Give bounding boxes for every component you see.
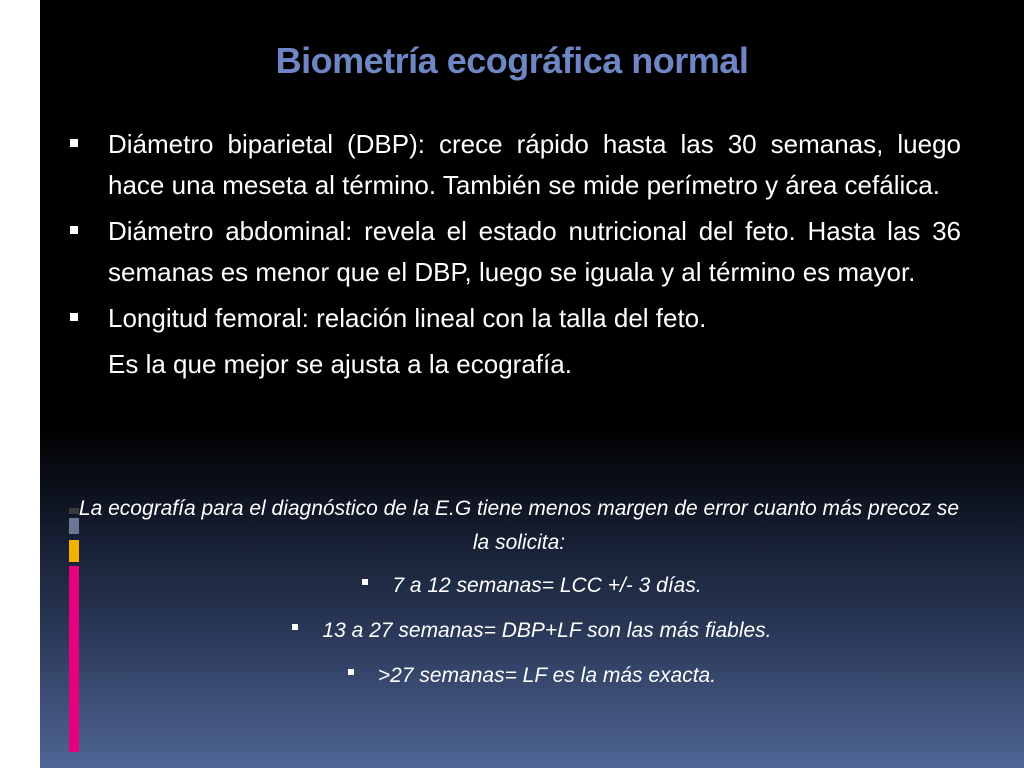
bullet-item-abdominal <box>68 211 961 293</box>
bullet-square-icon <box>70 139 78 147</box>
bullet-item-dbp <box>68 124 961 206</box>
left-margin-strip <box>0 0 40 768</box>
bullet-continuation: Es la que mejor se ajusta a la ecografía. <box>108 349 572 379</box>
sub-item-dbp-lf <box>40 613 1024 658</box>
sub-item-text: >27 semanas= LF es la más exacta. <box>377 664 717 687</box>
sub-bullet-list <box>40 568 1024 703</box>
bullet-text: Diámetro biparietal (DBP): crece rápido hasta las 30 semanas, luego hace una meseta al término. También se mide perímetro y área cefálica. <box>108 129 961 200</box>
sub-item-text: 13 a 27 semanas= DBP+LF son las más fiables. <box>322 619 772 642</box>
sub-item-text: 7 a 12 semanas= LCC +/- 3 días. <box>392 574 702 597</box>
bullet-square-icon <box>348 669 354 675</box>
slide-title: Biometría ecográfica normal <box>275 40 749 81</box>
bullet-square-icon <box>292 624 298 630</box>
bullet-square-icon <box>70 226 78 234</box>
sub-item-lf <box>40 658 1024 703</box>
bullet-text: Diámetro abdominal: revela el estado nutricional del feto. Hasta las 36 semanas es menor que el DBP, luego se iguala y al término es mayor. <box>108 216 961 287</box>
bullet-text: Longitud femoral: relación lineal con la talla del feto. <box>108 303 707 333</box>
bullet-item-femoral <box>68 298 961 339</box>
bullet-square-icon <box>362 579 368 585</box>
italic-note: La ecografía para el diagnóstico de la E.G tiene menos margen de error cuanto más precoz se la solicita: <box>78 497 960 554</box>
bullet-square-icon <box>70 313 78 321</box>
bullet-list <box>68 124 961 385</box>
sub-item-lcc <box>40 568 1024 613</box>
